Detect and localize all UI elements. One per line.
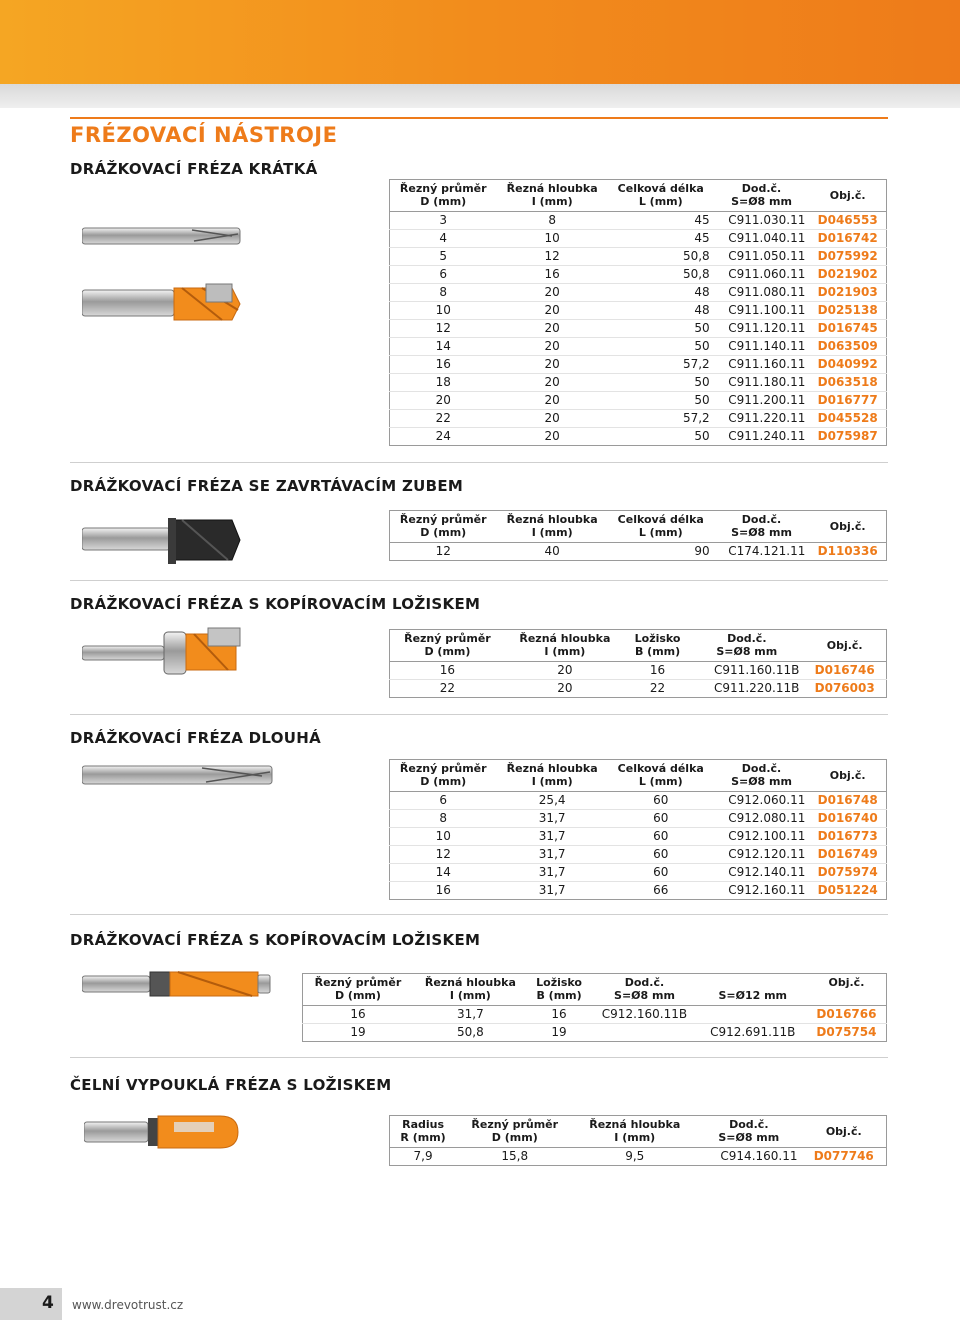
table-cell: 16 bbox=[625, 662, 690, 680]
col-header bbox=[390, 1116, 457, 1148]
table-cell: C911.160.11B bbox=[690, 662, 803, 680]
table-cell: C911.060.11 bbox=[714, 266, 810, 284]
tool-image-round-nose-bit bbox=[84, 1112, 240, 1152]
table-cell: 8 bbox=[390, 284, 497, 302]
col-header bbox=[573, 1116, 696, 1148]
table-cell: D076003 bbox=[814, 681, 875, 695]
table-cell: D016742 bbox=[809, 230, 886, 248]
header-label: Řezný průměr bbox=[399, 762, 487, 775]
col-header bbox=[803, 630, 886, 662]
table-row bbox=[390, 266, 887, 284]
table-cell: D016773 bbox=[809, 828, 886, 846]
header-label: Řezná hloubka bbox=[589, 1118, 681, 1131]
footer-link[interactable]: www.drevotrust.cz bbox=[72, 1298, 184, 1312]
header-label: S=Ø8 mm bbox=[614, 989, 675, 1002]
table-cell: 31,7 bbox=[496, 864, 607, 882]
table-row bbox=[390, 320, 887, 338]
table-cell: D075987 bbox=[817, 429, 878, 443]
col-header bbox=[714, 180, 810, 212]
header-label: Obj.č. bbox=[825, 1124, 862, 1138]
page-title: FRÉZOVACÍ NÁSTROJE bbox=[70, 123, 338, 147]
table-cell: 16 bbox=[496, 266, 607, 284]
table-cell: 60 bbox=[608, 810, 714, 828]
table-cell: 6 bbox=[390, 266, 497, 284]
table-cell: 20 bbox=[496, 374, 607, 392]
table-cell: 8 bbox=[390, 810, 497, 828]
table-cell: D046553 bbox=[809, 212, 886, 230]
table-cell: D075754 bbox=[816, 1025, 877, 1039]
col-header bbox=[802, 1116, 887, 1148]
col-header bbox=[390, 180, 497, 212]
header-label: Dod.č. bbox=[624, 976, 665, 989]
section-divider bbox=[70, 1057, 888, 1058]
table-cell: 50 bbox=[608, 338, 714, 356]
table-cell bbox=[699, 1006, 807, 1024]
page-number: 4 bbox=[42, 1293, 54, 1313]
table-cell: 16 bbox=[390, 662, 505, 680]
table-cell: D021902 bbox=[809, 266, 886, 284]
header-label: I (mm) bbox=[544, 645, 586, 658]
header-label bbox=[811, 989, 882, 1002]
header-label: R (mm) bbox=[400, 1131, 446, 1144]
table-row bbox=[390, 828, 887, 846]
header-label: S=Ø12 mm bbox=[718, 989, 788, 1002]
table-cell: 31,7 bbox=[496, 828, 607, 846]
table-4 bbox=[389, 759, 887, 900]
table-cell: D016746 bbox=[803, 662, 886, 680]
table-1 bbox=[389, 179, 887, 446]
table-cell: D021903 bbox=[809, 284, 886, 302]
table-cell: 50 bbox=[608, 320, 714, 338]
header-label: Celková délka bbox=[617, 513, 704, 526]
header-label: S=Ø8 mm bbox=[731, 775, 792, 788]
header-label: Radius bbox=[402, 1118, 445, 1131]
table-cell: 31,7 bbox=[496, 846, 607, 864]
table-row bbox=[390, 662, 887, 680]
table-cell: 6 bbox=[390, 792, 497, 810]
table-cell: 45 bbox=[608, 212, 714, 230]
table-cell: 20 bbox=[496, 284, 607, 302]
table-cell: D016745 bbox=[809, 320, 886, 338]
table-cell: 50 bbox=[608, 392, 714, 410]
header-label: S=Ø8 mm bbox=[718, 1131, 780, 1144]
table-header-row bbox=[390, 760, 887, 792]
col-header bbox=[496, 511, 607, 543]
header-label: I (mm) bbox=[531, 775, 573, 788]
header-label: Dod.č. bbox=[741, 513, 782, 526]
table-row bbox=[390, 428, 887, 446]
table-row bbox=[390, 284, 887, 302]
header-label: Obj.č. bbox=[829, 519, 866, 533]
table-row bbox=[303, 1024, 887, 1042]
table-row bbox=[390, 302, 887, 320]
section-title-3: DRÁŽKOVACÍ FRÉZA S KOPÍROVACÍM LOŽISKEM bbox=[70, 595, 481, 613]
table-cell: D051224 bbox=[817, 883, 878, 897]
table-cell: D016766 bbox=[807, 1006, 887, 1024]
table-cell: 22 bbox=[390, 410, 497, 428]
table-cell: C912.080.11 bbox=[714, 810, 810, 828]
table-cell: 50,8 bbox=[608, 248, 714, 266]
header-label: Řezný průměr bbox=[399, 182, 487, 195]
col-header bbox=[413, 974, 528, 1006]
header-label: D (mm) bbox=[424, 645, 471, 658]
header-label: Obj.č. bbox=[829, 188, 866, 202]
table-3 bbox=[389, 629, 887, 698]
table-cell: 20 bbox=[505, 662, 625, 680]
table-cell: D063518 bbox=[809, 374, 886, 392]
header-label: Ložisko bbox=[634, 632, 681, 645]
title-rule bbox=[70, 117, 888, 119]
table-5 bbox=[302, 973, 887, 1042]
section-title-5: DRÁŽKOVACÍ FRÉZA S KOPÍROVACÍM LOŽISKEM bbox=[70, 931, 481, 949]
table-cell: 22 bbox=[649, 681, 666, 695]
table-cell: 12 bbox=[435, 544, 451, 558]
table-header-row bbox=[390, 1116, 887, 1148]
table-cell: 60 bbox=[608, 846, 714, 864]
header-label: I (mm) bbox=[531, 195, 573, 208]
table-cell: D025138 bbox=[809, 302, 886, 320]
table-row bbox=[390, 846, 887, 864]
header-label: Řezný průměr bbox=[399, 513, 487, 526]
table-row bbox=[390, 338, 887, 356]
header-label: Řezná hloubka bbox=[519, 632, 611, 645]
col-header bbox=[303, 974, 413, 1006]
col-header bbox=[390, 511, 497, 543]
table-cell: D016748 bbox=[809, 792, 886, 810]
table-cell: 40 bbox=[544, 544, 560, 558]
table-header-row bbox=[390, 630, 887, 662]
table-row bbox=[390, 248, 887, 266]
table-cell: 3 bbox=[390, 212, 497, 230]
table-cell: 19 bbox=[551, 1025, 567, 1039]
table-cell: C912.160.11 bbox=[728, 883, 806, 897]
table-cell: C911.220.11 bbox=[714, 410, 810, 428]
table-cell: 16 bbox=[303, 1006, 413, 1024]
header-label: Obj.č. bbox=[828, 976, 865, 989]
table-cell: 31,7 bbox=[496, 810, 607, 828]
table-cell: 50 bbox=[694, 429, 710, 443]
table-cell: 90 bbox=[694, 544, 710, 558]
header-label: I (mm) bbox=[531, 526, 573, 539]
header-label: Řezná hloubka bbox=[506, 762, 598, 775]
table-cell: 20 bbox=[496, 320, 607, 338]
col-header bbox=[496, 180, 607, 212]
col-header bbox=[809, 511, 886, 543]
table-cell: 15,8 bbox=[501, 1149, 529, 1163]
col-header bbox=[590, 974, 698, 1006]
table-cell: D045528 bbox=[809, 410, 886, 428]
section-title-2: DRÁŽKOVACÍ FRÉZA SE ZAVRTÁVACÍM ZUBEM bbox=[70, 477, 464, 495]
table-cell: 50,8 bbox=[608, 266, 714, 284]
table-row bbox=[390, 356, 887, 374]
table-cell: D016749 bbox=[809, 846, 886, 864]
header-label: Řezný průměr bbox=[471, 1118, 559, 1131]
table-cell: 50,8 bbox=[457, 1025, 484, 1039]
col-header bbox=[390, 630, 505, 662]
table-cell: 4 bbox=[390, 230, 497, 248]
table-row bbox=[303, 1006, 887, 1024]
table-cell: C912.100.11 bbox=[714, 828, 810, 846]
header-label: L (mm) bbox=[638, 195, 683, 208]
header-label: S=Ø8 mm bbox=[731, 526, 792, 539]
table-cell: 25,4 bbox=[496, 792, 607, 810]
header-label: D (mm) bbox=[420, 775, 467, 788]
tool-image-bearing-bit bbox=[82, 626, 242, 680]
header-label: Obj.č. bbox=[826, 638, 863, 652]
header-label: Dod.č. bbox=[727, 632, 767, 645]
table-row bbox=[390, 1148, 887, 1166]
table-cell: 24 bbox=[435, 429, 451, 443]
table-cell: 45 bbox=[608, 230, 714, 248]
table-cell: C911.140.11 bbox=[714, 338, 810, 356]
table-cell: C912.160.11B bbox=[590, 1006, 698, 1024]
table-row bbox=[390, 882, 887, 900]
table-cell: 31,7 bbox=[413, 1006, 528, 1024]
table-cell: 16 bbox=[528, 1006, 591, 1024]
table-header-row bbox=[390, 511, 887, 543]
table-cell: 14 bbox=[390, 338, 497, 356]
table-row bbox=[390, 680, 887, 698]
table-cell: 48 bbox=[608, 302, 714, 320]
section-title-6: ČELNÍ VYPOUKLÁ FRÉZA S LOŽISKEM bbox=[70, 1076, 392, 1094]
section-divider bbox=[70, 462, 888, 463]
table-cell: 20 bbox=[544, 429, 560, 443]
col-header bbox=[625, 630, 690, 662]
table-6 bbox=[389, 1115, 887, 1166]
table-cell: 60 bbox=[608, 792, 714, 810]
table-cell: 57,2 bbox=[608, 410, 714, 428]
table-cell: 8 bbox=[496, 212, 607, 230]
table-cell: 57,2 bbox=[608, 356, 714, 374]
table-row bbox=[390, 792, 887, 810]
table-cell: C911.080.11 bbox=[714, 284, 810, 302]
table-row bbox=[390, 864, 887, 882]
table-row bbox=[390, 410, 887, 428]
table-cell: 16 bbox=[390, 356, 497, 374]
table-cell bbox=[590, 1024, 698, 1042]
header-label: L (mm) bbox=[638, 775, 683, 788]
table-cell: C174.121.11 bbox=[728, 544, 806, 558]
table-cell: C911.240.11 bbox=[728, 429, 806, 443]
table-cell: 20 bbox=[496, 338, 607, 356]
table-cell: D016777 bbox=[809, 392, 886, 410]
header-label: Obj.č. bbox=[829, 768, 866, 782]
table-cell: 60 bbox=[608, 828, 714, 846]
col-header bbox=[496, 760, 607, 792]
col-header bbox=[714, 760, 810, 792]
table-cell: 18 bbox=[390, 374, 497, 392]
table-cell: C911.220.11B bbox=[714, 681, 800, 695]
table-cell: C911.050.11 bbox=[714, 248, 810, 266]
header-label: I (mm) bbox=[449, 989, 491, 1002]
table-cell: D016740 bbox=[809, 810, 886, 828]
tool-image-straight-bit-orange bbox=[82, 280, 242, 330]
header-label: I (mm) bbox=[614, 1131, 656, 1144]
tool-image-long-straight-bit bbox=[82, 763, 274, 789]
table-row bbox=[390, 392, 887, 410]
header-label: D (mm) bbox=[420, 195, 467, 208]
section-divider bbox=[70, 914, 888, 915]
table-header-row bbox=[303, 974, 887, 1006]
section-title-4: DRÁŽKOVACÍ FRÉZA DLOUHÁ bbox=[70, 729, 322, 747]
table-row bbox=[390, 374, 887, 392]
table-cell: D077746 bbox=[813, 1149, 874, 1163]
col-header bbox=[608, 760, 714, 792]
table-cell: 20 bbox=[496, 302, 607, 320]
col-header bbox=[809, 760, 886, 792]
table-cell: 19 bbox=[350, 1025, 366, 1039]
table-cell: 20 bbox=[390, 392, 497, 410]
table-cell: D040992 bbox=[809, 356, 886, 374]
header-label: B (mm) bbox=[634, 645, 681, 658]
section-title-1: DRÁŽKOVACÍ FRÉZA KRÁTKÁ bbox=[70, 160, 318, 178]
table-cell: 48 bbox=[608, 284, 714, 302]
table-cell: D075974 bbox=[809, 864, 886, 882]
col-header bbox=[390, 760, 497, 792]
table-row bbox=[390, 230, 887, 248]
top-grey-band bbox=[0, 84, 960, 108]
table-cell: 66 bbox=[653, 883, 669, 897]
header-label: L (mm) bbox=[638, 526, 683, 539]
table-cell: C912.691.11B bbox=[710, 1025, 796, 1039]
header-label: S=Ø8 mm bbox=[716, 645, 778, 658]
col-header bbox=[807, 974, 887, 1006]
table-cell: 12 bbox=[496, 248, 607, 266]
top-banner bbox=[0, 0, 960, 84]
header-label bbox=[703, 976, 803, 989]
col-header bbox=[505, 630, 625, 662]
table-cell: C912.060.11 bbox=[714, 792, 810, 810]
table-cell: 20 bbox=[557, 681, 573, 695]
table-cell: 12 bbox=[390, 320, 497, 338]
header-label: Řezná hloubka bbox=[506, 182, 598, 195]
table-cell: 10 bbox=[390, 302, 497, 320]
table-cell: C911.030.11 bbox=[714, 212, 810, 230]
col-header bbox=[714, 511, 810, 543]
header-label: D (mm) bbox=[334, 989, 381, 1002]
table-cell: 31,7 bbox=[538, 883, 566, 897]
table-cell: C912.140.11 bbox=[714, 864, 810, 882]
table-cell: 14 bbox=[390, 864, 497, 882]
section-divider bbox=[70, 714, 888, 715]
col-header bbox=[809, 180, 886, 212]
header-label: S=Ø8 mm bbox=[731, 195, 792, 208]
col-header bbox=[690, 630, 803, 662]
table-cell: 22 bbox=[439, 681, 456, 695]
tool-image-long-bearing-bit bbox=[82, 966, 272, 1002]
header-label: D (mm) bbox=[491, 1131, 538, 1144]
header-label: Řezná hloubka bbox=[506, 513, 598, 526]
header-label: Celková délka bbox=[617, 762, 704, 775]
table-cell: 5 bbox=[390, 248, 497, 266]
table-cell: C911.200.11 bbox=[714, 392, 810, 410]
table-cell: 9,5 bbox=[625, 1149, 645, 1163]
header-label: Dod.č. bbox=[729, 1118, 769, 1131]
table-cell: 10 bbox=[390, 828, 497, 846]
col-header bbox=[608, 180, 714, 212]
table-cell: 7,9 bbox=[413, 1149, 433, 1163]
table-cell: 60 bbox=[608, 864, 714, 882]
header-label: B (mm) bbox=[536, 989, 582, 1002]
table-cell: D063509 bbox=[809, 338, 886, 356]
table-header-row bbox=[390, 180, 887, 212]
table-cell: C911.100.11 bbox=[714, 302, 810, 320]
table-cell: C911.120.11 bbox=[714, 320, 810, 338]
table-cell: C912.120.11 bbox=[714, 846, 810, 864]
table-row bbox=[390, 543, 887, 561]
col-header bbox=[696, 1116, 801, 1148]
table-cell: D075992 bbox=[809, 248, 886, 266]
header-label: Řezný průměr bbox=[404, 632, 491, 645]
table-cell: 20 bbox=[496, 392, 607, 410]
table-cell: C911.160.11 bbox=[714, 356, 810, 374]
header-label: D (mm) bbox=[420, 526, 467, 539]
col-header bbox=[528, 974, 591, 1006]
table-row bbox=[390, 212, 887, 230]
table-cell: C914.160.11 bbox=[720, 1149, 798, 1163]
header-label: Dod.č. bbox=[741, 762, 782, 775]
table-cell: 16 bbox=[435, 883, 451, 897]
header-label: Ložisko bbox=[536, 976, 582, 989]
table-cell: C911.180.11 bbox=[714, 374, 810, 392]
header-label: Řezná hloubka bbox=[424, 976, 516, 989]
table-cell: D110336 bbox=[817, 544, 878, 558]
table-cell: 20 bbox=[496, 410, 607, 428]
col-header bbox=[699, 974, 807, 1006]
table-cell: 10 bbox=[496, 230, 607, 248]
tool-image-plunge-bit bbox=[82, 516, 242, 564]
table-cell: C911.040.11 bbox=[714, 230, 810, 248]
table-2 bbox=[389, 510, 887, 561]
tool-image-straight-bit-small bbox=[82, 224, 242, 250]
table-cell: 12 bbox=[390, 846, 497, 864]
section-divider bbox=[70, 580, 888, 581]
col-header bbox=[608, 511, 714, 543]
header-label: Řezný průměr bbox=[314, 976, 402, 989]
table-cell: 50 bbox=[608, 374, 714, 392]
col-header bbox=[456, 1116, 573, 1148]
header-label: Dod.č. bbox=[741, 182, 782, 195]
header-label: Celková délka bbox=[617, 182, 704, 195]
table-cell: 20 bbox=[496, 356, 607, 374]
table-row bbox=[390, 810, 887, 828]
